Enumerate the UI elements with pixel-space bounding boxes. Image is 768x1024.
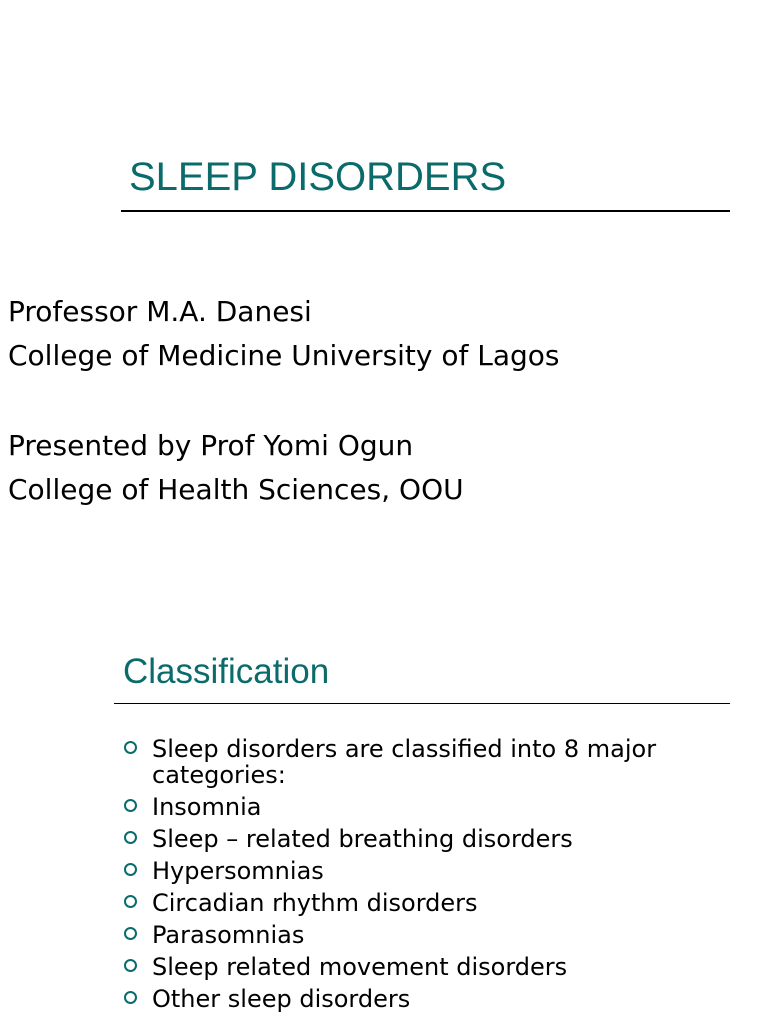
- list-item-text: Circadian rhythm disorders: [152, 889, 478, 917]
- list-item-text: Insomnia: [152, 793, 262, 821]
- hollow-circle-bullet-icon: [124, 863, 137, 876]
- list-item: [124, 986, 744, 1012]
- author-affiliation-line: College of Medicine University of Lagos: [8, 339, 560, 372]
- list-item: [124, 954, 744, 980]
- list-item-text: Other sleep disorders: [152, 985, 411, 1013]
- author-block: [8, 290, 560, 512]
- author-name-line: Professor M.A. Danesi: [8, 295, 312, 328]
- hollow-circle-bullet-icon: [124, 895, 137, 908]
- list-item-text: Sleep related movement disorders: [152, 953, 568, 981]
- author-spacer: [8, 378, 560, 424]
- presenter-affiliation-line: College of Health Sciences, OOU: [8, 473, 464, 506]
- hollow-circle-bullet-icon: [124, 927, 137, 940]
- presenter-name-line: Presented by Prof Yomi Ogun: [8, 429, 414, 462]
- classification-list: [124, 736, 744, 1018]
- hollow-circle-bullet-icon: [124, 991, 137, 1004]
- list-item: [124, 794, 744, 820]
- hollow-circle-bullet-icon: [124, 799, 137, 812]
- list-item-text: Sleep disorders are classified into 8 major categories:: [152, 735, 657, 789]
- list-item: [124, 826, 744, 852]
- list-item: [124, 890, 744, 916]
- section-divider: [114, 703, 730, 704]
- section-heading: Classification: [123, 652, 330, 691]
- list-item-text: Sleep – related breathing disorders: [152, 825, 573, 853]
- hollow-circle-bullet-icon: [124, 959, 137, 972]
- list-item-text: Parasomnias: [152, 921, 305, 949]
- list-item-text: Hypersomnias: [152, 857, 324, 885]
- list-item: [124, 858, 744, 884]
- hollow-circle-bullet-icon: [124, 831, 137, 844]
- hollow-circle-bullet-icon: [124, 741, 137, 754]
- title-divider: [121, 210, 730, 212]
- list-item: [124, 922, 744, 948]
- list-item: [124, 736, 744, 788]
- slide-title: SLEEP DISORDERS: [129, 155, 507, 199]
